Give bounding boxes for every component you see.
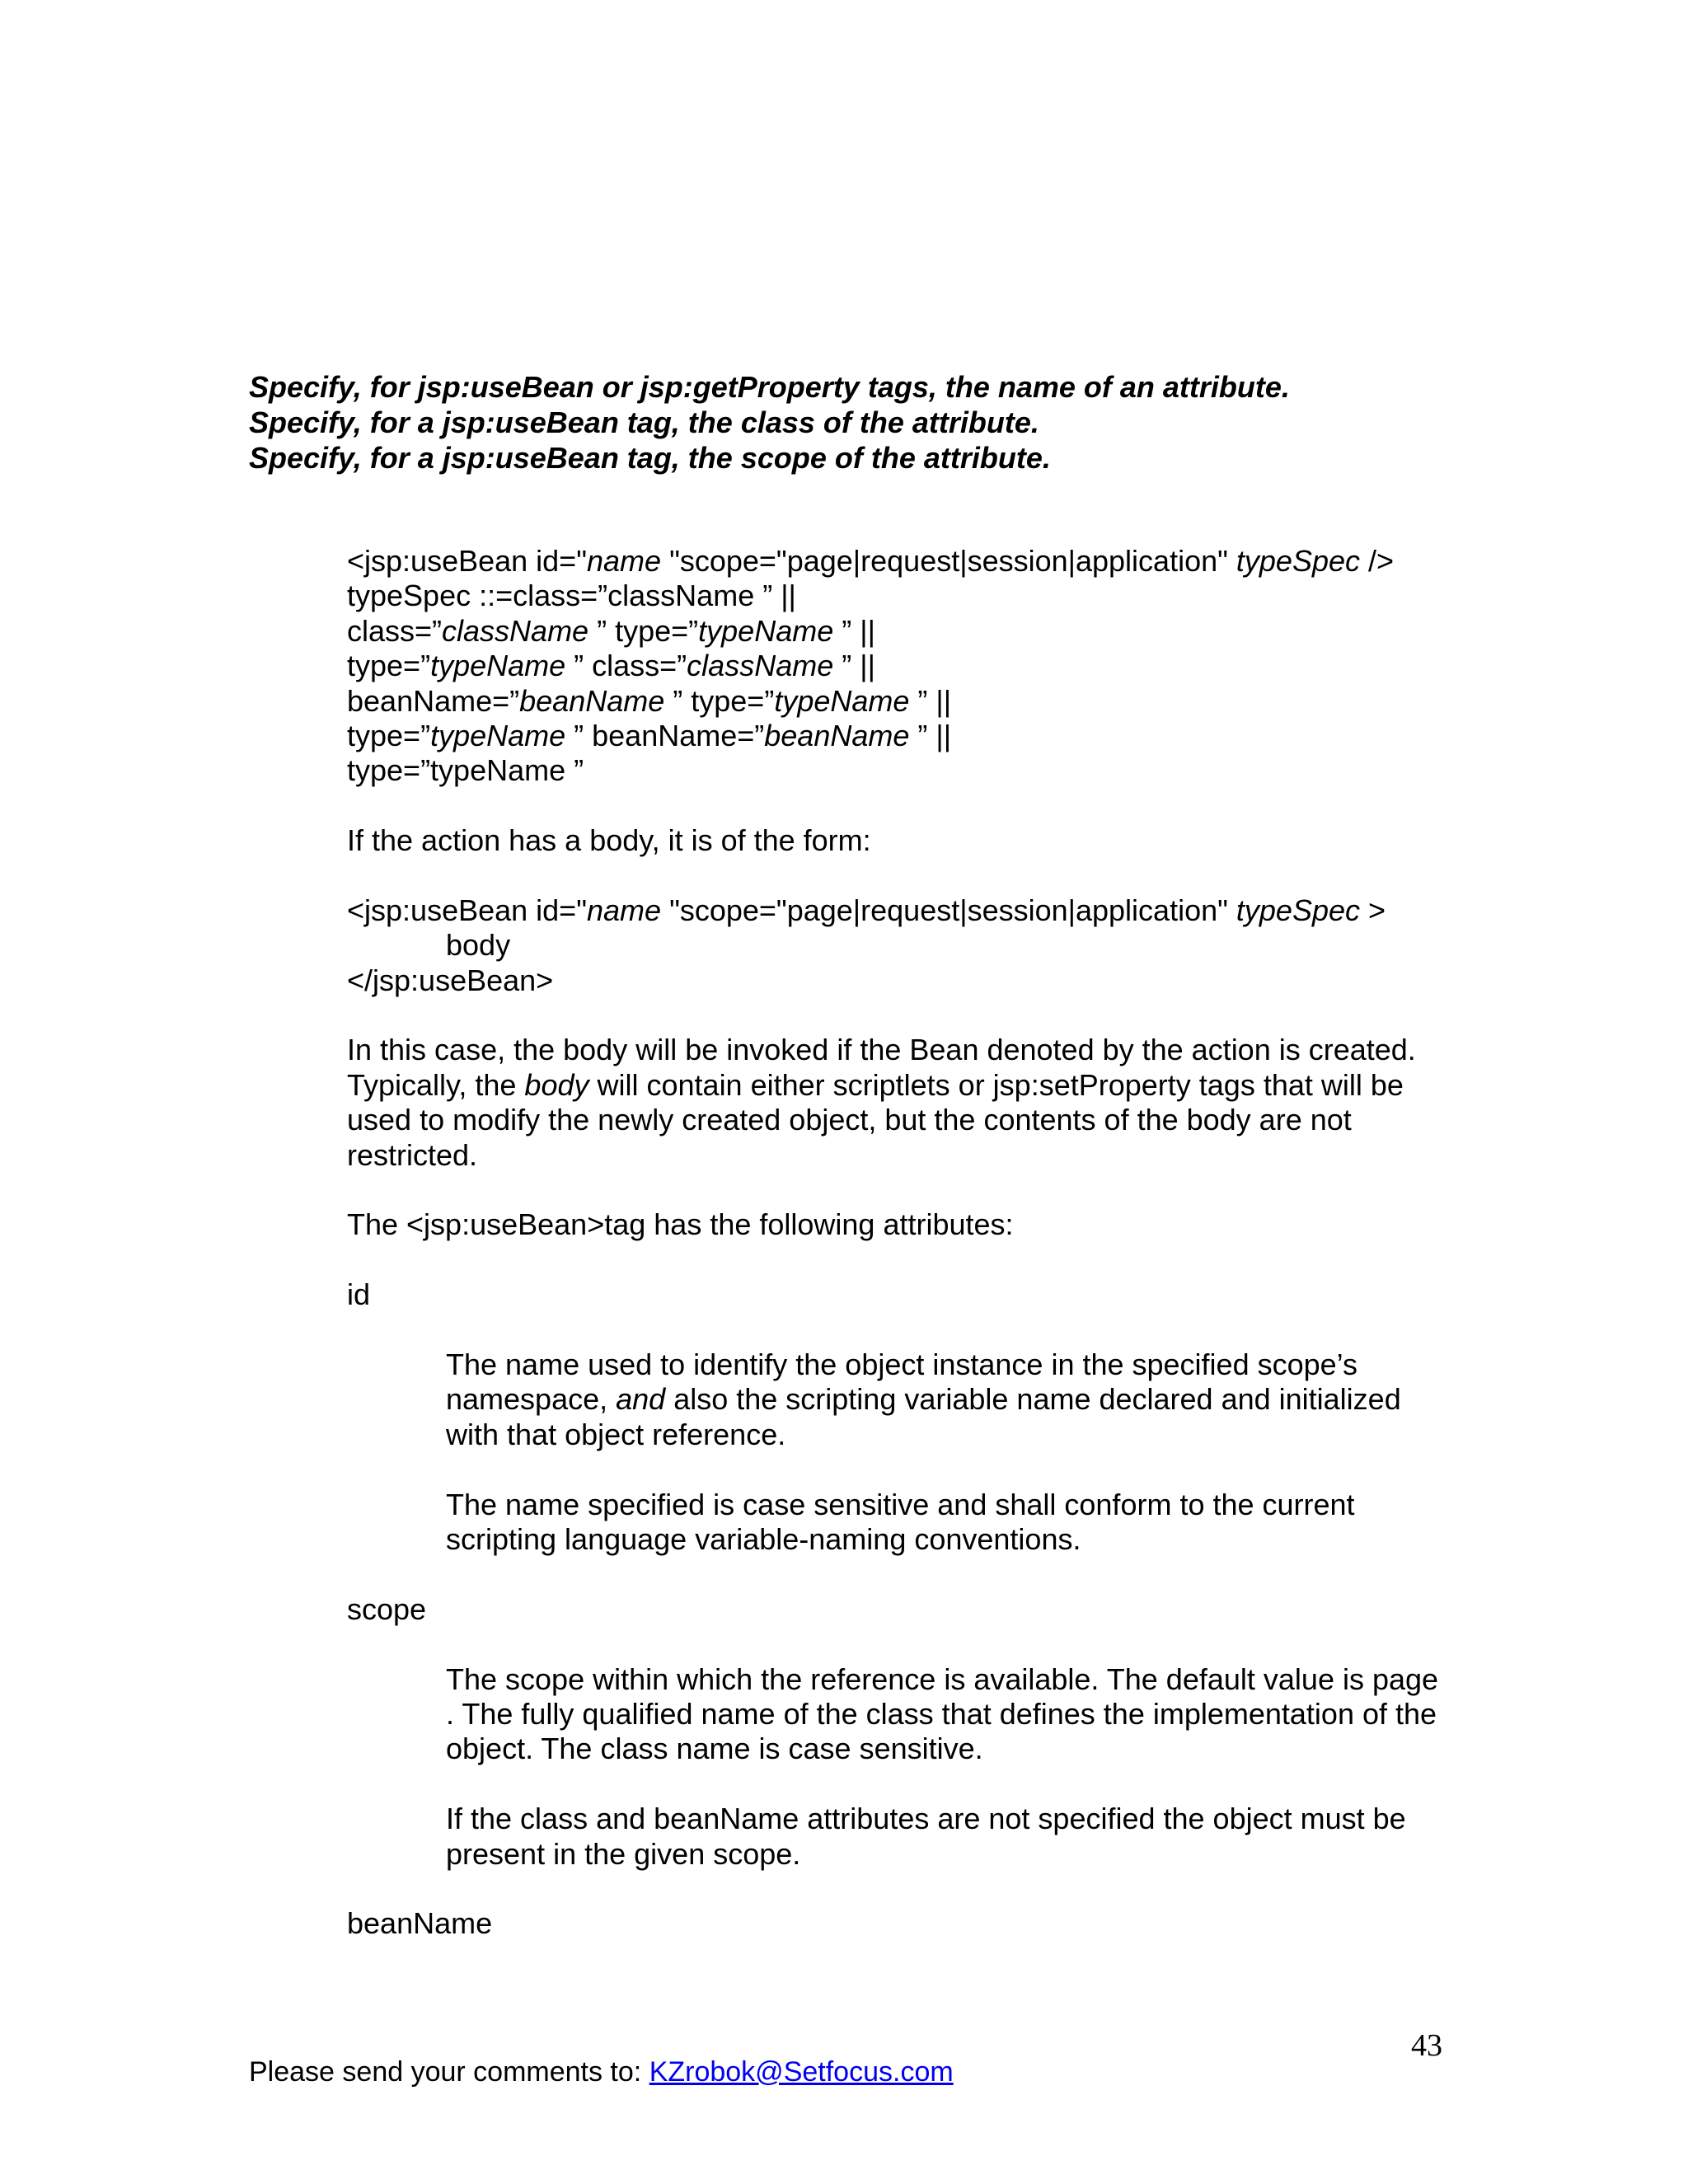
- document-body: [347, 544, 1451, 1942]
- footer-email-link[interactable]: KZrobok@Setfocus.com: [649, 2056, 954, 2088]
- attr-scope-description: The scope within which the reference is available. The default value is page . The fully qualified name of the class that defines the implementation of the object. The class name is case sensitive.: [446, 1661, 1439, 1766]
- objective-line-3: Specify, for a jsp:useBean tag, the scope of the attribute.: [249, 441, 1051, 475]
- syntax-line-2: typeSpec ::=class=”className ” ||: [347, 579, 796, 613]
- footer-text: Please send your comments to:: [249, 2056, 649, 2088]
- body-invocation-paragraph: In this case, the body will be invoked if the Bean denoted by the action is created. Typically, the body will contain either scriptlets or jsp:setProperty tags that will be used to modify the newly created object, but the contents of the body are not restricted.: [347, 1033, 1416, 1172]
- objective-line-1: Specify, for jsp:useBean or jsp:getProperty tags, the name of an attribute.: [249, 370, 1290, 404]
- body-form-line-1: <jsp:useBean id="name "scope="page|request|session|application" typeSpec >: [347, 893, 1386, 927]
- syntax-block: [347, 544, 1451, 789]
- objectives-heading: [249, 369, 1535, 476]
- syntax-line-5: beanName=”beanName ” type=”typeName ” ||: [347, 683, 952, 718]
- body-form-intro: If the action has a body, it is of the form:: [347, 823, 871, 858]
- attr-scope-name: scope: [347, 1591, 427, 1626]
- syntax-line-3: class=”className ” type=”typeName ” ||: [347, 613, 875, 648]
- objective-line-2: Specify, for a jsp:useBean tag, the class of the attribute.: [249, 405, 1039, 439]
- attr-id-description: The name used to identify the object instance in the specified scope’s namespace, and also the scripting variable name declared and initialized with that object reference.: [446, 1347, 1401, 1451]
- syntax-line-6: type=”typeName ” beanName=”beanName ” ||: [347, 718, 952, 752]
- body-form-line-3: </jsp:useBean>: [347, 963, 554, 997]
- body-form-block: [347, 893, 1451, 998]
- attributes-intro: The <jsp:useBean>tag has the following attributes:: [347, 1207, 1014, 1242]
- attr-beanname-name: beanName: [347, 1906, 493, 1941]
- syntax-line-4: type=”typeName ” class=”className ” ||: [347, 649, 875, 683]
- syntax-line-1: <jsp:useBean id="name "scope="page|request|session|application" typeSpec />: [347, 544, 1395, 578]
- attr-scope-note: If the class and beanName attributes are not specified the object must be present in the given scope.: [446, 1802, 1406, 1871]
- footer: [249, 2055, 954, 2088]
- syntax-line-7: type=”typeName ”: [347, 753, 584, 788]
- attr-id-case-note: The name specified is case sensitive and shall conform to the current scripting language variable-naming conventions.: [446, 1487, 1355, 1557]
- body-form-line-2: body: [446, 928, 511, 963]
- attr-id-name: id: [347, 1277, 371, 1312]
- page-number: 43: [1411, 2028, 1442, 2063]
